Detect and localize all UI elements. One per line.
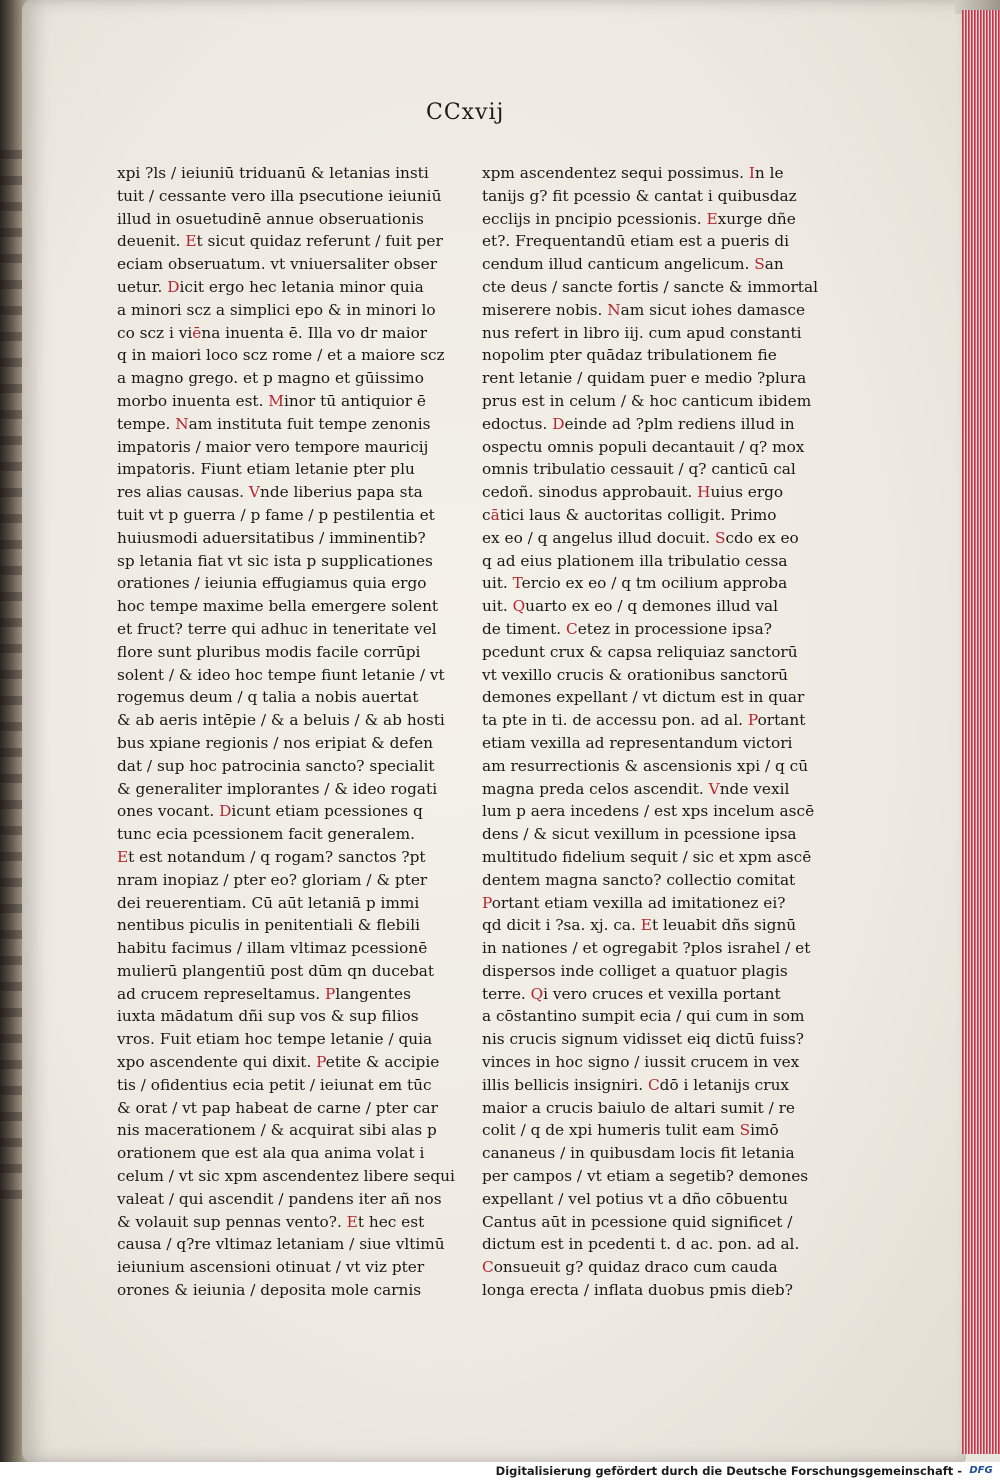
text-line: uetur. Dicit ergo hec letania minor quia — [117, 277, 424, 296]
text-line: q in maiori loco scz rome / et a maiore scz — [117, 346, 445, 365]
rubricated-initial: E — [640, 916, 652, 935]
text-line: dispersos inde colliget a quatuor plagis — [482, 961, 788, 980]
rubricated-initial: E — [185, 232, 197, 251]
text-line: celum / vt sic xpm ascendentez libere sequi — [117, 1167, 455, 1186]
rubricated-initial: Q — [512, 597, 526, 616]
text-line: dens / & sicut vexillum in pcessione ipsa — [482, 825, 797, 844]
text-line: solent / & ideo hoc tempe fiunt letanie / vt — [117, 665, 445, 684]
text-line: vt vexillo crucis & orationibus sanctorū — [482, 665, 789, 684]
rubricated-initial: E — [117, 847, 129, 866]
text-line: nus refert in libro iij. cum apud constanti — [482, 323, 802, 342]
text-line: valeat / qui ascendit / pandens iter añ nos — [117, 1189, 442, 1208]
rubricated-initial: ē — [192, 323, 202, 342]
text-line: dat / sup hoc patrocinia sancto? specialit — [117, 756, 435, 775]
text-line: nis crucis signum vidisset eiq dictū fuiss? — [482, 1030, 804, 1049]
text-line: expellant / vel potius vt a dño cōbuentu — [482, 1189, 789, 1208]
text-column-right — [482, 162, 818, 1302]
text-line: ta pte in ti. de accessu pon. ad al. Portant — [482, 711, 806, 730]
text-line: maior a crucis baiulo de altari sumit / re — [482, 1098, 795, 1117]
text-line: & volauit sup pennas vento?. Et hec est — [117, 1212, 425, 1231]
text-line: pcedunt crux & capsa reliquiaz sanctorū — [482, 642, 798, 661]
text-line: et?. Frequentandū etiam est a pueris di — [482, 232, 790, 251]
text-line: tanijs g? fit pcessio & cantat i quibusdaz — [482, 186, 797, 205]
text-line: in nationes / et ogregabit ?plos israhel / et — [482, 939, 811, 958]
text-line: per campos / vt etiam a segetib? demones — [482, 1167, 809, 1186]
rubricated-initial: E — [706, 209, 718, 228]
text-line: tunc ecia pcessionem facit generalem. — [117, 825, 416, 844]
text-line: cātici laus & auctoritas colligit. Primo — [482, 505, 777, 524]
text-line: co scz i viēna inuenta ē. Illa vo dr maior — [117, 323, 428, 342]
text-line: miserere nobis. Nam sicut iohes damasce — [482, 300, 805, 319]
rubricated-initial: ā — [490, 505, 500, 524]
text-line: Cantus aūt in pcessione quid significet / — [482, 1212, 793, 1231]
text-line: Et est notandum / q rogam? sanctos ?pt — [117, 847, 426, 866]
text-line: prus est in celum / & hoc canticum ibidem — [482, 391, 812, 410]
text-line: vinces in hoc signo / iussit crucem in vex — [482, 1053, 800, 1072]
text-line: q ad eius plationem illa tribulatio cessa — [482, 551, 788, 570]
text-line: et fruct? terre qui adhuc in teneritate vel — [117, 619, 437, 638]
text-line: ecclijs in pncipio pcessionis. Exurge dñe — [482, 209, 796, 228]
text-line: magna preda celos ascendit. Vnde vexil — [482, 779, 790, 798]
text-line: cte deus / sancte fortis / sancte & immortal — [482, 277, 818, 296]
rubricated-initial: H — [697, 483, 711, 502]
text-line: & orat / vt pap habeat de carne / pter car — [117, 1098, 438, 1117]
text-line: mulierū plangentiū post dūm qn ducebat — [117, 961, 435, 980]
text-line: Portant etiam vexilla ad imitationez ei? — [482, 893, 786, 912]
text-line: tempe. Nam instituta fuit tempe zenonis — [117, 414, 431, 433]
text-line: causa / q?re vltimaz letaniam / siue vltimū — [117, 1235, 445, 1254]
folio-number: CCxvij — [426, 100, 505, 125]
rubricated-initial: Q — [530, 984, 544, 1003]
text-line: cedoñ. sinodus approbauit. Huius ergo — [482, 483, 784, 502]
rubricated-initial: V — [248, 483, 260, 502]
rubricated-initial: S — [714, 528, 726, 547]
rubricated-initial: S — [739, 1121, 751, 1140]
rubricated-initial: D — [167, 277, 180, 296]
text-line: tis / ofidentius ecia petit / ieiunat em tūc — [117, 1075, 432, 1094]
rubricated-initial: V — [708, 779, 720, 798]
text-line: ospectu omnis populi decantauit / q? mox — [482, 437, 805, 456]
text-line: nram inopiaz / pter eo? gloriam / & pter — [117, 870, 428, 889]
text-line: am resurrectionis & ascensionis xpi / q cū — [482, 756, 809, 775]
red-page-edges — [962, 10, 1000, 1454]
rubricated-initial: T — [512, 574, 522, 593]
rubricated-initial: M — [268, 391, 284, 410]
text-line: longa erecta / inflata duobus pmis dieb? — [482, 1281, 793, 1300]
rubricated-initial: N — [607, 300, 621, 319]
rubricated-initial: P — [482, 893, 492, 912]
text-line: nopolim pter quādaz tribulationem fie — [482, 346, 777, 365]
rubricated-initial: P — [316, 1053, 326, 1072]
text-line: edoctus. Deinde ad ?plm rediens illud in — [482, 414, 795, 433]
text-line: tuit vt p guerra / p fame / p pestilentia et — [117, 505, 435, 524]
text-line: colit / q de xpi humeris tulit eam Simō — [482, 1121, 779, 1140]
text-line: deuenit. Et sicut quidaz referunt / fuit per — [117, 232, 443, 251]
text-line: impatoris. Fiunt etiam letanie pter plu — [117, 460, 415, 479]
text-line: res alias causas. Vnde liberius papa sta — [117, 483, 423, 502]
text-line: etiam vexilla ad representandum victori — [482, 733, 793, 752]
text-line: a magno grego. et p magno et gūissimo — [117, 369, 424, 388]
text-line: sp letania fiat vt sic ista p supplicationes — [117, 551, 433, 570]
text-line: orationem que est ala qua anima volat i — [117, 1144, 425, 1163]
text-line: vros. Fuit etiam hoc tempe letanie / quia — [117, 1030, 433, 1049]
text-line: cendum illud canticum angelicum. San — [482, 255, 784, 274]
text-line: & generaliter implorantes / & ideo rogati — [117, 779, 438, 798]
text-line: orones & ieiunia / deposita mole carnis — [117, 1281, 422, 1300]
text-line: xpm ascendentez sequi possimus. In le — [482, 164, 784, 182]
text-line: illud in osuetudinē annue obseruationis — [117, 209, 424, 228]
rubricated-initial: I — [748, 164, 755, 182]
rubricated-initial: N — [175, 414, 189, 433]
rubricated-initial: S — [754, 255, 765, 274]
text-line: rent letanie / quidam puer e medio ?plura — [482, 369, 807, 388]
text-line: & ab aeris intēpie / & a beluis / & ab hosti — [117, 711, 445, 730]
text-line: a cōstantino sumpit ecia / qui cum in som — [482, 1007, 805, 1026]
text-line: Consueuit g? quidaz draco cum cauda — [482, 1258, 778, 1277]
text-line: xpi ?ls / ieiuniū triduanū & letanias insti — [117, 164, 429, 182]
text-line: uit. Quarto ex eo / q demones illud val — [482, 597, 779, 616]
text-line: uit. Tercio ex eo / q tm ocilium approba — [482, 574, 788, 593]
rubricated-initial: C — [566, 619, 578, 638]
text-line: qd dicit i ?sa. xj. ca. Et leuabit dñs signū — [482, 916, 797, 935]
text-line: orationes / ieiunia effugiamus quia ergo — [117, 574, 427, 593]
text-line: bus xpiane regionis / nos eripiat & defen — [117, 733, 434, 752]
dfg-logo: DFG — [969, 1465, 993, 1476]
rubricated-initial: C — [647, 1075, 660, 1094]
text-line: habitu facimus / illam vltimaz pcessionē — [117, 939, 428, 958]
text-line: eciam obseruatum. vt vniuersaliter obser — [117, 255, 438, 274]
text-line: nis macerationem / & acquirat sibi alas p — [117, 1121, 437, 1140]
funding-credit: Digitalisierung gefördert durch die Deutsche Forschungsgemeinschaft - — [495, 1464, 962, 1478]
text-line: flore sunt pluribus modis facile corrūpi — [117, 642, 421, 661]
text-line: multitudo fidelium sequit / sic et xpm ascē — [482, 847, 812, 866]
text-column-left — [117, 162, 455, 1302]
text-line: illis bellicis insigniri. Cdō i letanijs crux — [482, 1075, 790, 1094]
text-line: ones vocant. Dicunt etiam pcessiones q — [117, 802, 423, 821]
text-line: hoc tempe maxime bella emergere solent — [117, 597, 439, 616]
rubricated-initial: P — [325, 984, 336, 1003]
text-line: cananeus / in quibusdam locis fit letania — [482, 1144, 795, 1163]
text-line: lum p aera incedens / est xps incelum ascē — [482, 802, 815, 821]
text-line: omnis tribulatio cessauit / q? canticū cal — [482, 460, 796, 479]
text-line: huiusmodi aduersitatibus / imminentib? — [117, 528, 426, 547]
rubricated-initial: D — [219, 802, 232, 821]
text-line: a minori scz a simplici epo & in minori lo — [117, 300, 436, 319]
text-line: ad crucem represeltamus. Plangentes — [117, 984, 411, 1003]
text-line: morbo inuenta est. Minor tū antiquior ē — [117, 391, 426, 410]
text-line: xpo ascendente qui dixit. Petite & accipie — [117, 1053, 440, 1072]
text-line: demones expellant / vt dictum est in quar — [482, 688, 805, 707]
text-line: de timent. Cetez in processione ipsa? — [482, 619, 772, 638]
rubricated-initial: E — [346, 1212, 358, 1231]
rubricated-initial: P — [747, 711, 758, 730]
text-line: ieiunium ascensioni otinuat / vt viz pter — [117, 1258, 425, 1277]
text-line: rogemus deum / q talia a nobis auertat — [117, 688, 419, 707]
text-line: tuit / cessante vero illa psecutione ieiuniū — [117, 186, 442, 205]
text-line: impatoris / maior vero tempore mauricij — [117, 437, 429, 456]
rubricated-initial: D — [552, 414, 565, 433]
text-line: iuxta mādatum dñi sup vos & sup filios — [117, 1007, 419, 1026]
text-line: dictum est in pcedenti t. d ac. pon. ad al. — [482, 1235, 800, 1254]
text-line: dei reuerentiam. Cū aūt letaniā p immi — [117, 893, 420, 912]
text-line: nentibus piculis in penitentiali & flebili — [117, 916, 421, 935]
rubricated-initial: C — [482, 1258, 494, 1277]
text-line: terre. Qi vero cruces et vexilla portant — [482, 984, 781, 1003]
text-line: dentem magna sancto? collectio comitat — [482, 870, 796, 889]
text-line: ex eo / q angelus illud docuit. Scdo ex eo — [482, 528, 799, 547]
